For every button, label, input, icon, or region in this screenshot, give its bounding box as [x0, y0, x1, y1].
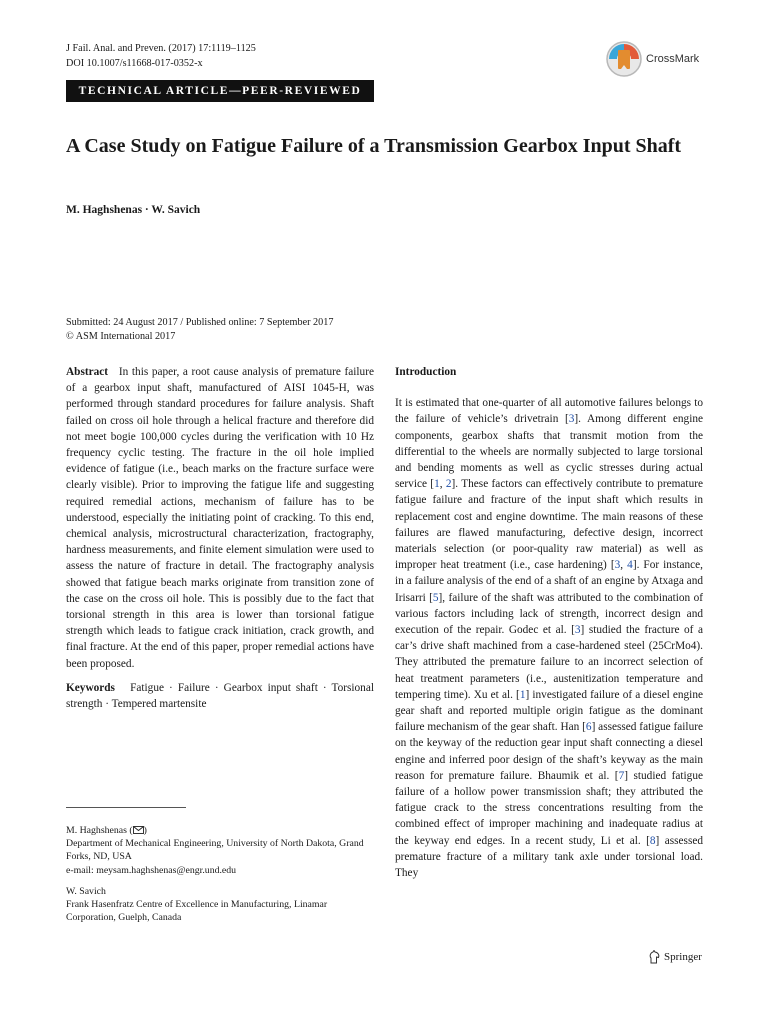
submitted-published: Submitted: 24 August 2017 / Published online: 7 September 2017 — [66, 317, 334, 328]
citation-link[interactable]: 1 — [434, 478, 440, 491]
intro-text: ] investigated failure of a diesel engine gear shaft and reported multiple origin fatigue as the dominant failure mechanism of the gear shaft. Han [ — [395, 688, 703, 734]
authors: M. Haghshenas · W. Savich — [66, 204, 201, 216]
citation-link[interactable]: 5 — [432, 591, 439, 604]
publication-dates — [66, 316, 333, 343]
intro-text: ]. Among different engine components, gearbox shafts that transmit motion from the differential to the wheels are normally subjected to large torsional and bending moments as well as cyclic stresses during actual service [ — [395, 413, 703, 491]
intro-text: ]. For instance, in a failure analysis of the end of a shaft of an engine by Atxaga and Irisarri [ — [395, 559, 704, 604]
intro-text: ]. These factors can effectively contribute to premature fatigue failure and fracture of the input shaft which results in replacement cost and engine downtime. The main reasons of these failures are flawed manufacturing, defective design, incorrect materials selection (or poor-quality raw material) as well as improper heat treatment (i.e., case hardening) [ — [395, 478, 704, 572]
intro-text: It is estimated that one-quarter of all automotive failures belongs to the failure of vehicle’s drivetrain [ — [395, 397, 703, 426]
citation-link[interactable]: 4 — [627, 559, 633, 572]
citation-link[interactable]: 6 — [585, 721, 592, 734]
crossmark-badge[interactable] — [605, 40, 699, 78]
keywords-text: Fatigue · Failure · Gearbox input shaft · Torsional strength · Tempered martensite — [66, 681, 374, 711]
intro-text: ] assessed premature fracture of a military tank axle under torsional load. They — [395, 834, 704, 880]
crossmark-icon — [605, 40, 643, 78]
citation-link[interactable]: 1 — [519, 688, 526, 701]
citation-link[interactable]: 3 — [574, 624, 581, 637]
journal-header — [66, 41, 256, 71]
intro-text: , — [439, 478, 446, 491]
article-type-banner: TECHNICAL ARTICLE—PEER-REVIEWED — [66, 80, 374, 102]
citation-link[interactable]: 2 — [445, 478, 452, 491]
envelope-icon[interactable] — [133, 826, 144, 834]
paper-title: A Case Study on Fatigue Failure of a Transmission Gearbox Input Shaft — [66, 135, 682, 157]
intro-text: ] studied the fracture of a car’s drive shaft machined from a case-hardened steel (25CrMo4). They attributed the premature failure to an incorrect selection of heat treatment parameters (i.e., austenitization temperature and tempering time). Xu et al. [ — [395, 624, 704, 701]
author1-name-close: ) — [143, 825, 147, 836]
citation-link[interactable]: 3 — [614, 559, 621, 572]
introduction-paragraph — [395, 395, 703, 881]
citation-link[interactable]: 7 — [618, 769, 625, 782]
intro-text: , — [620, 559, 628, 572]
citation-link[interactable]: 8 — [649, 834, 656, 847]
right-column — [395, 364, 703, 881]
citation-link[interactable]: 3 — [568, 413, 575, 426]
crossmark-label: CrossMark — [646, 53, 700, 65]
intro-text: ] assessed fatigue failure on the keyway of the reduction gear input shaft connecting a diesel engine and inferred poor design of the shaft’s keyway as the main reason for premature failure. Bhaumik et al. [ — [395, 721, 703, 782]
affiliations — [66, 824, 366, 924]
keywords — [66, 680, 374, 712]
publisher-footer — [648, 950, 702, 964]
keywords-label: Keywords — [66, 681, 115, 694]
publisher-name: Springer — [664, 951, 702, 963]
author1-name-text: M. Haghshenas ( — [66, 825, 133, 836]
footnote-divider — [66, 807, 186, 808]
author2-name: W. Savich — [66, 885, 106, 897]
author1-name — [66, 824, 366, 837]
author2-organization: Frank Hasenfratz Centre of Excellence in Manufacturing, Linamar Corporation, Guelph, Canada — [66, 899, 328, 924]
journal-citation: J Fail. Anal. and Preven. (2017) 17:1119–1125 — [66, 43, 256, 54]
abstract-text: In this paper, a root cause analysis of premature failure of a gearbox input shaft, manufactured of AISI 1045-H, was performed through standard procedures for failure analysis. Shaft failed on cross oil hole through a helical fracture and therefore did not meet bogie 100,000 cycles during the verification with 10 Hz frequency cyclic testing. The fracture in the oil hole implied evidence of fatigue (i.e., beach marks on the fracture surface were clearly visible). Prior to improving the fatigue life and suggesting required remedial actions, mechanism of failure has to be understood, especially the initiating point of cracking. To this end, chemical analysis, microstructural characterization, fractography, hardness measurements, and finite element simulation were used to assess the nature of fracture in detail. The fractography analysis showed that fatigue beach marks originate from transition zone of the case on the cross oil hole. This is possibly due to the fact that torsional strength in this area is lower than torsional fatigue strength which leads to fatigue crack initiation, crack growth, and final fracture. At the end of this paper, proper remedial actions have been proposed. — [66, 366, 374, 670]
abstract — [66, 364, 374, 672]
left-column — [66, 364, 374, 712]
intro-text: ], failure of the shaft was attributed to the combination of various factors including lack of strength, incorrect design and execution of the repair. Godec et al. [ — [395, 591, 703, 637]
springer-horse-icon — [648, 950, 661, 964]
intro-text: ] studied fatigue failure of a hollow power transmission shaft; they attributed the fatigue crack to the stress concentrations resulting from the combined effect of improper machining and inadequate radius at the keyway end edges. In a recent study, Li et al. [ — [395, 769, 703, 847]
introduction-heading: Introduction — [395, 366, 457, 378]
author1-email[interactable]: e-mail: meysam.haghshenas@engr.und.edu — [66, 864, 237, 876]
copyright: © ASM International 2017 — [66, 330, 176, 342]
abstract-label: Abstract — [66, 366, 109, 378]
author1-department: Department of Mechanical Engineering, University of North Dakota, Grand Forks, ND, USA — [66, 838, 364, 863]
doi[interactable]: DOI 10.1007/s11668-017-0352-x — [66, 58, 203, 69]
